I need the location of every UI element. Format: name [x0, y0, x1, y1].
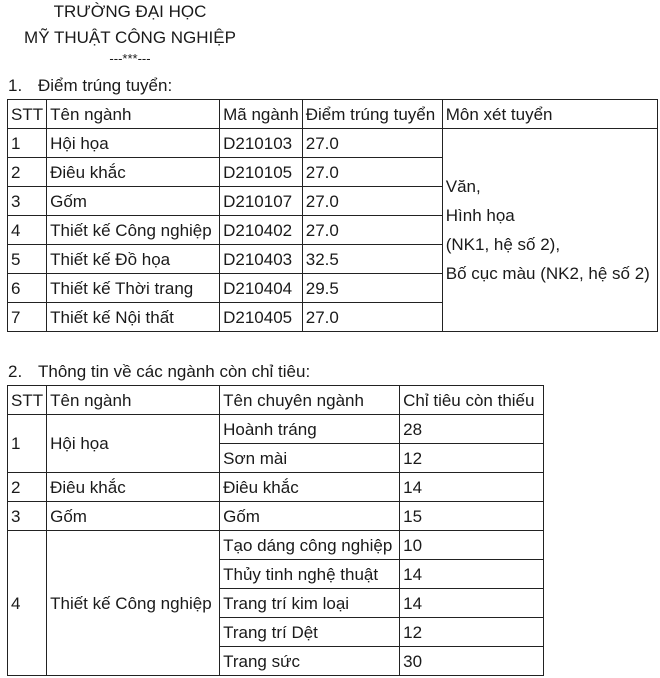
table-row — [8, 129, 658, 158]
row-major-code: D210404 — [220, 274, 303, 303]
row-stt: 5 — [8, 245, 47, 274]
table-header-row — [8, 386, 544, 415]
row-quota: 14 — [400, 589, 544, 618]
group-stt: 1 — [8, 415, 47, 473]
subject-line: Bố cục màu (NK2, hệ số 2) — [445, 264, 650, 283]
row-major-code: D210103 — [220, 129, 303, 158]
row-quota: 30 — [400, 647, 544, 676]
subject-line: (NK1, hệ số 2), — [445, 235, 561, 254]
group-stt: 4 — [8, 531, 47, 676]
group-stt: 2 — [8, 473, 47, 502]
row-score: 27.0 — [302, 303, 442, 332]
table-header-row — [8, 100, 658, 129]
row-major-name: Thiết kế Nội thất — [47, 303, 220, 332]
group-stt: 3 — [8, 502, 47, 531]
document-header — [0, 0, 260, 67]
row-specialization: Trang trí Dệt — [220, 618, 400, 647]
header-subjects: Môn xét tuyển — [442, 100, 657, 129]
header-specialization: Tên chuyên ngành — [220, 386, 400, 415]
group-major-name: Thiết kế Công nghiệp — [47, 531, 220, 676]
subjects-cell — [442, 129, 657, 332]
row-quota: 15 — [400, 502, 544, 531]
section1-title — [8, 76, 172, 96]
table-row — [8, 502, 544, 531]
group-major-name: Điêu khắc — [47, 473, 220, 502]
section2-title — [8, 362, 310, 382]
subject-line: Văn, — [445, 177, 481, 196]
row-specialization: Thủy tinh nghệ thuật — [220, 560, 400, 589]
row-major-code: D210402 — [220, 216, 303, 245]
row-quota: 28 — [400, 415, 544, 444]
header-separator: ---***--- — [109, 51, 151, 66]
remaining-quota-table — [7, 385, 544, 676]
row-score: 27.0 — [302, 129, 442, 158]
row-major-name: Điêu khắc — [47, 158, 220, 187]
row-major-name: Thiết kế Công nghiệp — [47, 216, 220, 245]
row-specialization: Trang sức — [220, 647, 400, 676]
row-specialization: Hoành tráng — [220, 415, 400, 444]
school-name-line2: MỸ THUẬT CÔNG NGHIỆP — [24, 28, 236, 47]
school-name-line1: TRƯỜNG ĐẠI HỌC — [53, 2, 207, 21]
row-quota: 10 — [400, 531, 544, 560]
table-row — [8, 415, 544, 444]
row-major-code: D210403 — [220, 245, 303, 274]
row-major-name: Thiết kế Đồ họa — [47, 245, 220, 274]
row-stt: 7 — [8, 303, 47, 332]
row-major-code: D210107 — [220, 187, 303, 216]
section2-title-text: Thông tin về các ngành còn chỉ tiêu: — [38, 362, 311, 381]
row-quota: 14 — [400, 560, 544, 589]
header-stt: STT — [8, 386, 47, 415]
row-major-code: D210105 — [220, 158, 303, 187]
row-major-name: Gốm — [47, 187, 220, 216]
table-row — [8, 473, 544, 502]
row-stt: 2 — [8, 158, 47, 187]
row-major-code: D210405 — [220, 303, 303, 332]
row-stt: 1 — [8, 129, 47, 158]
row-score: 27.0 — [302, 216, 442, 245]
group-major-name: Hội họa — [47, 415, 220, 473]
section1-title-text: Điểm trúng tuyển: — [38, 76, 173, 95]
header-quota: Chỉ tiêu còn thiếu — [400, 386, 544, 415]
row-score: 27.0 — [302, 158, 442, 187]
row-stt: 4 — [8, 216, 47, 245]
section2-number: 2. — [8, 362, 23, 381]
table-row — [8, 531, 544, 560]
row-specialization: Điêu khắc — [220, 473, 400, 502]
row-score: 29.5 — [302, 274, 442, 303]
row-quota: 14 — [400, 473, 544, 502]
subject-line: Hình họa — [445, 206, 515, 225]
row-major-name: Thiết kế Thời trang — [47, 274, 220, 303]
row-specialization: Trang trí kim loại — [220, 589, 400, 618]
row-stt: 3 — [8, 187, 47, 216]
section1-number: 1. — [8, 76, 23, 95]
row-specialization: Sơn mài — [220, 444, 400, 473]
group-major-name: Gốm — [47, 502, 220, 531]
header-score: Điểm trúng tuyển — [302, 100, 442, 129]
row-quota: 12 — [400, 618, 544, 647]
header-major-code: Mã ngành — [220, 100, 303, 129]
row-score: 27.0 — [302, 187, 442, 216]
header-major-name: Tên ngành — [47, 100, 220, 129]
header-major-name: Tên ngành — [47, 386, 220, 415]
row-specialization: Gốm — [220, 502, 400, 531]
row-specialization: Tạo dáng công nghiệp — [220, 531, 400, 560]
row-quota: 12 — [400, 444, 544, 473]
row-major-name: Hội họa — [47, 129, 220, 158]
row-score: 32.5 — [302, 245, 442, 274]
header-stt: STT — [8, 100, 47, 129]
admission-scores-table — [7, 99, 658, 332]
row-stt: 6 — [8, 274, 47, 303]
